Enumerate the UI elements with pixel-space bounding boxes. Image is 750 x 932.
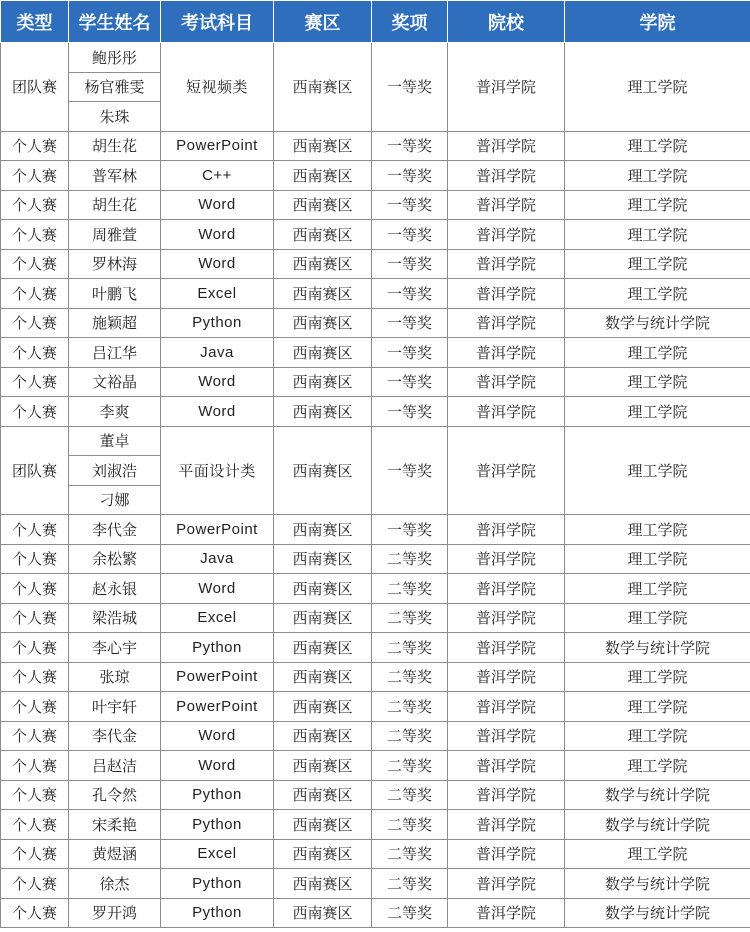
cell-college: 数学与统计学院 [565, 869, 750, 899]
header-row [1, 1, 750, 43]
table-row [1, 131, 750, 161]
table-row [1, 780, 750, 810]
cell-college: 理工学院 [565, 662, 750, 692]
cell-region: 西南赛区 [274, 131, 372, 161]
cell-school: 普洱学院 [448, 220, 565, 250]
cell-region: 西南赛区 [274, 633, 372, 663]
cell-school: 普洱学院 [448, 633, 565, 663]
table-row [1, 249, 750, 279]
cell-student-name: 叶鹏飞 [69, 279, 161, 309]
cell-college: 理工学院 [565, 249, 750, 279]
cell-region: 西南赛区 [274, 161, 372, 191]
cell-region: 西南赛区 [274, 426, 372, 515]
table-row [1, 161, 750, 191]
header-student-name: 学生姓名 [69, 1, 161, 43]
cell-college: 理工学院 [565, 279, 750, 309]
cell-subject: Word [161, 220, 274, 250]
cell-region: 西南赛区 [274, 338, 372, 368]
cell-college: 数学与统计学院 [565, 633, 750, 663]
cell-college: 理工学院 [565, 692, 750, 722]
cell-student-name: 李代金 [69, 515, 161, 545]
cell-college: 数学与统计学院 [565, 780, 750, 810]
cell-type: 个人赛 [1, 751, 69, 781]
cell-college: 理工学院 [565, 131, 750, 161]
cell-type: 个人赛 [1, 574, 69, 604]
cell-subject: Python [161, 780, 274, 810]
cell-award: 一等奖 [372, 220, 448, 250]
cell-school: 普洱学院 [448, 603, 565, 633]
cell-region: 西南赛区 [274, 249, 372, 279]
header-college: 学院 [565, 1, 750, 43]
cell-type: 个人赛 [1, 839, 69, 869]
cell-college: 理工学院 [565, 574, 750, 604]
header-award: 奖项 [372, 1, 448, 43]
cell-student-name: 周雅萱 [69, 220, 161, 250]
cell-student-name: 余松繁 [69, 544, 161, 574]
cell-student-name: 普军林 [69, 161, 161, 191]
cell-student-name: 梁浩城 [69, 603, 161, 633]
cell-student-name: 李心宇 [69, 633, 161, 663]
cell-award: 一等奖 [372, 397, 448, 427]
cell-award: 一等奖 [372, 308, 448, 338]
cell-college: 理工学院 [565, 367, 750, 397]
cell-award: 一等奖 [372, 190, 448, 220]
cell-type: 个人赛 [1, 397, 69, 427]
cell-school: 普洱学院 [448, 662, 565, 692]
cell-region: 西南赛区 [274, 751, 372, 781]
cell-student-name: 黄煜涵 [69, 839, 161, 869]
cell-type: 个人赛 [1, 515, 69, 545]
cell-type: 个人赛 [1, 603, 69, 633]
cell-college: 数学与统计学院 [565, 810, 750, 840]
table-row [1, 898, 750, 928]
cell-school: 普洱学院 [448, 544, 565, 574]
cell-type: 个人赛 [1, 279, 69, 309]
cell-subject: PowerPoint [161, 131, 274, 161]
table-body [1, 43, 750, 928]
cell-college: 数学与统计学院 [565, 308, 750, 338]
cell-subject: Python [161, 898, 274, 928]
cell-award: 一等奖 [372, 279, 448, 309]
cell-school: 普洱学院 [448, 515, 565, 545]
cell-region: 西南赛区 [274, 780, 372, 810]
cell-region: 西南赛区 [274, 810, 372, 840]
cell-school: 普洱学院 [448, 780, 565, 810]
cell-type: 个人赛 [1, 633, 69, 663]
cell-school: 普洱学院 [448, 397, 565, 427]
table-row [1, 190, 750, 220]
cell-school: 普洱学院 [448, 249, 565, 279]
cell-subject: Excel [161, 839, 274, 869]
cell-region: 西南赛区 [274, 544, 372, 574]
header-type: 类型 [1, 1, 69, 43]
header-subject: 考试科目 [161, 1, 274, 43]
table-row [1, 633, 750, 663]
cell-award: 二等奖 [372, 780, 448, 810]
cell-award: 二等奖 [372, 898, 448, 928]
cell-region: 西南赛区 [274, 308, 372, 338]
cell-type: 个人赛 [1, 544, 69, 574]
cell-school: 普洱学院 [448, 751, 565, 781]
cell-student-name: 李爽 [69, 397, 161, 427]
cell-student-name: 李代金 [69, 721, 161, 751]
cell-student-name: 罗开鸿 [69, 898, 161, 928]
cell-award: 一等奖 [372, 367, 448, 397]
header-region: 赛区 [274, 1, 372, 43]
cell-region: 西南赛区 [274, 721, 372, 751]
cell-subject: Python [161, 810, 274, 840]
cell-award: 一等奖 [372, 515, 448, 545]
cell-type: 个人赛 [1, 367, 69, 397]
cell-student-name: 朱珠 [69, 102, 161, 132]
cell-type: 个人赛 [1, 308, 69, 338]
table-row [1, 574, 750, 604]
cell-school: 普洱学院 [448, 338, 565, 368]
cell-subject: 短视频类 [161, 43, 274, 132]
cell-subject: Python [161, 633, 274, 663]
cell-school: 普洱学院 [448, 839, 565, 869]
table-row [1, 308, 750, 338]
cell-college: 理工学院 [565, 397, 750, 427]
table-row [1, 603, 750, 633]
cell-student-name: 吕赵洁 [69, 751, 161, 781]
cell-school: 普洱学院 [448, 898, 565, 928]
cell-college: 理工学院 [565, 338, 750, 368]
cell-region: 西南赛区 [274, 397, 372, 427]
cell-school: 普洱学院 [448, 692, 565, 722]
cell-college: 理工学院 [565, 161, 750, 191]
cell-award: 一等奖 [372, 131, 448, 161]
cell-student-name: 吕江华 [69, 338, 161, 368]
cell-award: 一等奖 [372, 161, 448, 191]
cell-award: 一等奖 [372, 43, 448, 132]
cell-student-name: 施颖超 [69, 308, 161, 338]
table-row [1, 810, 750, 840]
cell-student-name: 刘淑浩 [69, 456, 161, 486]
cell-student-name: 刁娜 [69, 485, 161, 515]
table-row [1, 338, 750, 368]
cell-college: 理工学院 [565, 839, 750, 869]
table-row [1, 426, 750, 456]
table-row [1, 43, 750, 73]
cell-award: 二等奖 [372, 633, 448, 663]
cell-type: 个人赛 [1, 220, 69, 250]
cell-college: 理工学院 [565, 220, 750, 250]
table-row [1, 515, 750, 545]
cell-region: 西南赛区 [274, 43, 372, 132]
cell-college: 理工学院 [565, 544, 750, 574]
table-row [1, 662, 750, 692]
table-row [1, 220, 750, 250]
cell-subject: Python [161, 869, 274, 899]
cell-school: 普洱学院 [448, 574, 565, 604]
cell-type: 个人赛 [1, 161, 69, 191]
cell-award: 二等奖 [372, 574, 448, 604]
cell-subject: PowerPoint [161, 692, 274, 722]
cell-subject: Excel [161, 279, 274, 309]
cell-type: 个人赛 [1, 869, 69, 899]
cell-subject: PowerPoint [161, 662, 274, 692]
cell-award: 二等奖 [372, 751, 448, 781]
table-row [1, 544, 750, 574]
cell-region: 西南赛区 [274, 515, 372, 545]
cell-region: 西南赛区 [274, 662, 372, 692]
cell-type: 个人赛 [1, 721, 69, 751]
cell-school: 普洱学院 [448, 279, 565, 309]
cell-region: 西南赛区 [274, 574, 372, 604]
cell-region: 西南赛区 [274, 279, 372, 309]
cell-type: 个人赛 [1, 662, 69, 692]
cell-student-name: 叶宇轩 [69, 692, 161, 722]
table-row [1, 721, 750, 751]
cell-subject: Word [161, 751, 274, 781]
cell-student-name: 杨官雅雯 [69, 72, 161, 102]
cell-student-name: 鲍彤彤 [69, 43, 161, 73]
cell-school: 普洱学院 [448, 43, 565, 132]
table-row [1, 367, 750, 397]
cell-subject: C++ [161, 161, 274, 191]
cell-college: 理工学院 [565, 43, 750, 132]
cell-school: 普洱学院 [448, 810, 565, 840]
cell-award: 二等奖 [372, 692, 448, 722]
cell-type: 个人赛 [1, 249, 69, 279]
header-school: 院校 [448, 1, 565, 43]
cell-award: 二等奖 [372, 603, 448, 633]
cell-student-name: 胡生花 [69, 190, 161, 220]
cell-school: 普洱学院 [448, 131, 565, 161]
table-header [1, 1, 750, 43]
cell-subject: Java [161, 338, 274, 368]
cell-college: 理工学院 [565, 721, 750, 751]
cell-type: 个人赛 [1, 810, 69, 840]
table-row [1, 397, 750, 427]
cell-subject: Excel [161, 603, 274, 633]
cell-college: 理工学院 [565, 426, 750, 515]
cell-college: 理工学院 [565, 751, 750, 781]
cell-region: 西南赛区 [274, 839, 372, 869]
cell-subject: PowerPoint [161, 515, 274, 545]
cell-subject: Word [161, 190, 274, 220]
table-row [1, 279, 750, 309]
cell-college: 理工学院 [565, 515, 750, 545]
cell-student-name: 宋柔艳 [69, 810, 161, 840]
cell-type: 个人赛 [1, 190, 69, 220]
cell-award: 二等奖 [372, 544, 448, 574]
cell-school: 普洱学院 [448, 426, 565, 515]
cell-subject: Word [161, 397, 274, 427]
table-row [1, 692, 750, 722]
cell-college: 数学与统计学院 [565, 898, 750, 928]
cell-award: 二等奖 [372, 839, 448, 869]
cell-student-name: 罗林海 [69, 249, 161, 279]
cell-award: 一等奖 [372, 426, 448, 515]
cell-student-name: 文裕晶 [69, 367, 161, 397]
cell-subject: Java [161, 544, 274, 574]
cell-subject: 平面设计类 [161, 426, 274, 515]
cell-student-name: 董卓 [69, 426, 161, 456]
cell-region: 西南赛区 [274, 603, 372, 633]
cell-award: 二等奖 [372, 869, 448, 899]
cell-school: 普洱学院 [448, 367, 565, 397]
cell-region: 西南赛区 [274, 367, 372, 397]
cell-award: 二等奖 [372, 721, 448, 751]
cell-student-name: 赵永银 [69, 574, 161, 604]
cell-award: 一等奖 [372, 338, 448, 368]
cell-type: 个人赛 [1, 780, 69, 810]
table-row [1, 839, 750, 869]
cell-school: 普洱学院 [448, 721, 565, 751]
cell-region: 西南赛区 [274, 190, 372, 220]
cell-award: 二等奖 [372, 662, 448, 692]
cell-award: 一等奖 [372, 249, 448, 279]
cell-type: 个人赛 [1, 131, 69, 161]
cell-type: 个人赛 [1, 898, 69, 928]
table-row [1, 869, 750, 899]
cell-region: 西南赛区 [274, 692, 372, 722]
cell-subject: Word [161, 721, 274, 751]
cell-college: 理工学院 [565, 190, 750, 220]
cell-school: 普洱学院 [448, 308, 565, 338]
table-row [1, 751, 750, 781]
cell-student-name: 张琼 [69, 662, 161, 692]
cell-school: 普洱学院 [448, 869, 565, 899]
cell-subject: Python [161, 308, 274, 338]
cell-student-name: 孔令然 [69, 780, 161, 810]
cell-student-name: 胡生花 [69, 131, 161, 161]
cell-region: 西南赛区 [274, 898, 372, 928]
cell-type: 团队赛 [1, 43, 69, 132]
cell-award: 二等奖 [372, 810, 448, 840]
cell-type: 个人赛 [1, 338, 69, 368]
cell-subject: Word [161, 367, 274, 397]
cell-subject: Word [161, 249, 274, 279]
cell-type: 团队赛 [1, 426, 69, 515]
cell-school: 普洱学院 [448, 161, 565, 191]
cell-type: 个人赛 [1, 692, 69, 722]
cell-student-name: 徐杰 [69, 869, 161, 899]
cell-region: 西南赛区 [274, 869, 372, 899]
cell-subject: Word [161, 574, 274, 604]
cell-college: 理工学院 [565, 603, 750, 633]
cell-region: 西南赛区 [274, 220, 372, 250]
cell-school: 普洱学院 [448, 190, 565, 220]
